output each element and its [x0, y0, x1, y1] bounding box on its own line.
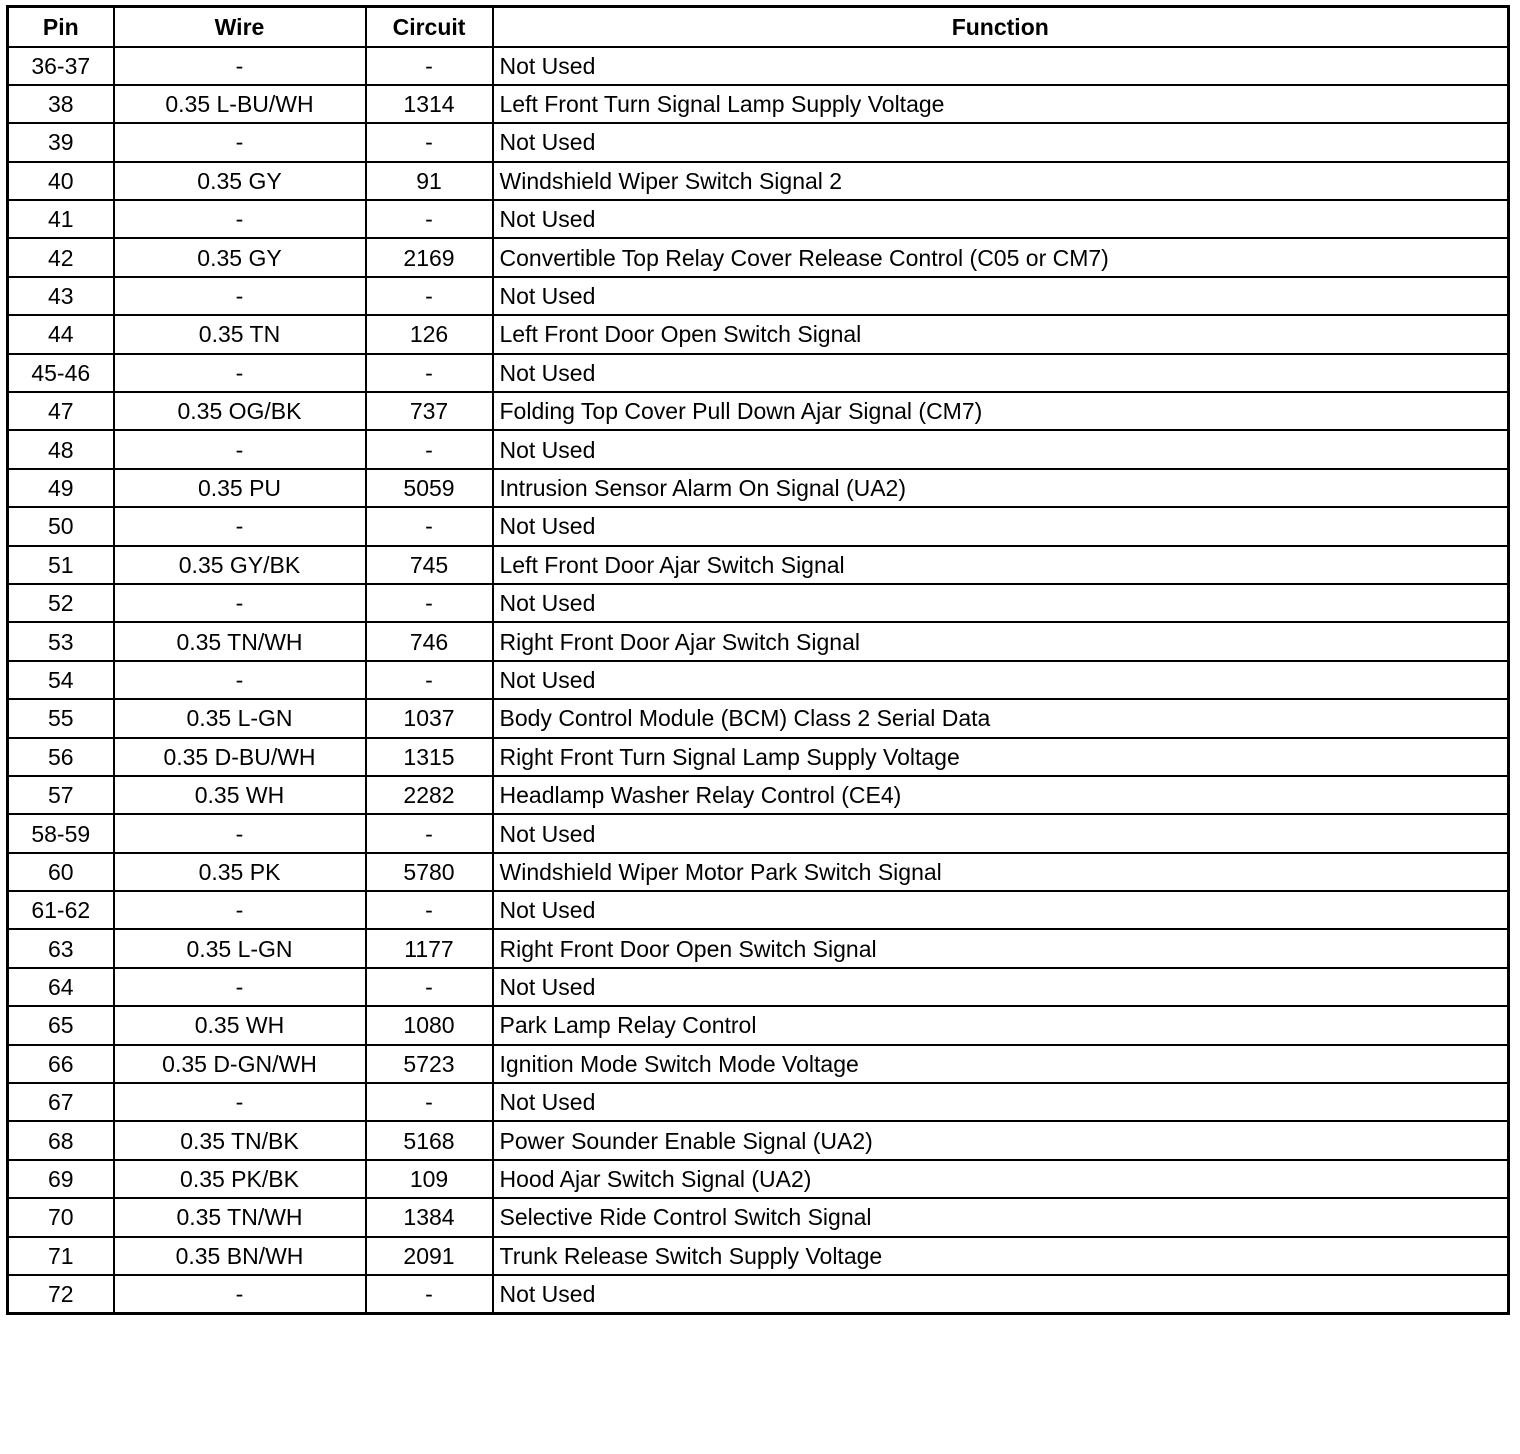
- wire-cell: -: [114, 968, 366, 1006]
- table-row: [8, 85, 1509, 123]
- circuit-cell: -: [366, 891, 493, 929]
- circuit-cell: -: [366, 277, 493, 315]
- wire-cell: -: [114, 430, 366, 468]
- wire-cell: -: [114, 661, 366, 699]
- circuit-cell: -: [366, 968, 493, 1006]
- table-row: [8, 507, 1509, 545]
- wire-cell: -: [114, 123, 366, 161]
- circuit-cell: 1037: [366, 699, 493, 737]
- column-header-pin: Pin: [8, 7, 114, 47]
- wire-cell: 0.35 OG/BK: [114, 392, 366, 430]
- pin-cell: 53: [8, 622, 114, 660]
- circuit-cell: -: [366, 354, 493, 392]
- function-cell: Not Used: [493, 584, 1509, 622]
- circuit-cell: 126: [366, 315, 493, 353]
- circuit-cell: 5059: [366, 469, 493, 507]
- pin-cell: 50: [8, 507, 114, 545]
- function-cell: Not Used: [493, 354, 1509, 392]
- circuit-cell: 1315: [366, 738, 493, 776]
- function-cell: Headlamp Washer Relay Control (CE4): [493, 776, 1509, 814]
- pin-cell: 47: [8, 392, 114, 430]
- table-row: [8, 1045, 1509, 1083]
- function-cell: Trunk Release Switch Supply Voltage: [493, 1237, 1509, 1275]
- table-row: [8, 238, 1509, 276]
- pin-cell: 61-62: [8, 891, 114, 929]
- wire-cell: 0.35 D-GN/WH: [114, 1045, 366, 1083]
- circuit-cell: 745: [366, 546, 493, 584]
- table-row: [8, 776, 1509, 814]
- wire-cell: 0.35 GY: [114, 162, 366, 200]
- pin-cell: 58-59: [8, 814, 114, 852]
- circuit-cell: 5723: [366, 1045, 493, 1083]
- pin-cell: 36-37: [8, 47, 114, 85]
- pin-cell: 42: [8, 238, 114, 276]
- function-cell: Windshield Wiper Switch Signal 2: [493, 162, 1509, 200]
- circuit-cell: 1384: [366, 1198, 493, 1236]
- pin-cell: 64: [8, 968, 114, 1006]
- circuit-cell: 737: [366, 392, 493, 430]
- circuit-cell: -: [366, 1083, 493, 1121]
- pin-cell: 43: [8, 277, 114, 315]
- function-cell: Selective Ride Control Switch Signal: [493, 1198, 1509, 1236]
- circuit-cell: -: [366, 123, 493, 161]
- pin-cell: 69: [8, 1160, 114, 1198]
- table-row: [8, 392, 1509, 430]
- function-cell: Not Used: [493, 661, 1509, 699]
- pin-cell: 49: [8, 469, 114, 507]
- wire-cell: 0.35 L-GN: [114, 929, 366, 967]
- pin-cell: 72: [8, 1275, 114, 1313]
- function-cell: Not Used: [493, 814, 1509, 852]
- function-cell: Left Front Door Open Switch Signal: [493, 315, 1509, 353]
- function-cell: Not Used: [493, 1083, 1509, 1121]
- table-row: [8, 546, 1509, 584]
- column-header-function: Function: [493, 7, 1509, 47]
- circuit-cell: -: [366, 584, 493, 622]
- pin-cell: 41: [8, 200, 114, 238]
- table-row: [8, 1198, 1509, 1236]
- connector-pinout-table: [6, 5, 1510, 1315]
- table-header: [8, 7, 1509, 47]
- pin-cell: 44: [8, 315, 114, 353]
- function-cell: Not Used: [493, 123, 1509, 161]
- pin-cell: 71: [8, 1237, 114, 1275]
- wire-cell: 0.35 TN: [114, 315, 366, 353]
- table-row: [8, 968, 1509, 1006]
- table-row: [8, 738, 1509, 776]
- table-row: [8, 277, 1509, 315]
- wire-cell: 0.35 PU: [114, 469, 366, 507]
- pin-cell: 57: [8, 776, 114, 814]
- wire-cell: -: [114, 354, 366, 392]
- circuit-cell: 2282: [366, 776, 493, 814]
- wire-cell: -: [114, 507, 366, 545]
- wire-cell: 0.35 L-BU/WH: [114, 85, 366, 123]
- wire-cell: 0.35 L-GN: [114, 699, 366, 737]
- table-row: [8, 1237, 1509, 1275]
- function-cell: Park Lamp Relay Control: [493, 1006, 1509, 1044]
- circuit-cell: 2169: [366, 238, 493, 276]
- wire-cell: 0.35 PK: [114, 853, 366, 891]
- function-cell: Not Used: [493, 1275, 1509, 1313]
- function-cell: Windshield Wiper Motor Park Switch Signal: [493, 853, 1509, 891]
- table-row: [8, 1083, 1509, 1121]
- wire-cell: 0.35 TN/BK: [114, 1121, 366, 1159]
- pin-cell: 51: [8, 546, 114, 584]
- table-body: [8, 47, 1509, 1314]
- pin-cell: 66: [8, 1045, 114, 1083]
- pin-cell: 55: [8, 699, 114, 737]
- function-cell: Intrusion Sensor Alarm On Signal (UA2): [493, 469, 1509, 507]
- pin-cell: 48: [8, 430, 114, 468]
- pin-cell: 67: [8, 1083, 114, 1121]
- table-row: [8, 622, 1509, 660]
- table-row: [8, 123, 1509, 161]
- table-row: [8, 1275, 1509, 1313]
- table-row: [8, 1121, 1509, 1159]
- wire-cell: -: [114, 277, 366, 315]
- circuit-cell: 91: [366, 162, 493, 200]
- pinout-sheet: [6, 5, 1507, 1315]
- pin-cell: 38: [8, 85, 114, 123]
- function-cell: Folding Top Cover Pull Down Ajar Signal (CM7): [493, 392, 1509, 430]
- table-row: [8, 1160, 1509, 1198]
- circuit-cell: 5168: [366, 1121, 493, 1159]
- table-row: [8, 891, 1509, 929]
- table-row: [8, 47, 1509, 85]
- function-cell: Not Used: [493, 507, 1509, 545]
- wire-cell: 0.35 BN/WH: [114, 1237, 366, 1275]
- table-row: [8, 315, 1509, 353]
- function-cell: Not Used: [493, 891, 1509, 929]
- pin-cell: 39: [8, 123, 114, 161]
- table-row: [8, 430, 1509, 468]
- wire-cell: 0.35 GY: [114, 238, 366, 276]
- column-header-circuit: Circuit: [366, 7, 493, 47]
- pin-cell: 45-46: [8, 354, 114, 392]
- pin-cell: 52: [8, 584, 114, 622]
- circuit-cell: 1314: [366, 85, 493, 123]
- table-row: [8, 469, 1509, 507]
- function-cell: Body Control Module (BCM) Class 2 Serial Data: [493, 699, 1509, 737]
- pin-cell: 68: [8, 1121, 114, 1159]
- function-cell: Power Sounder Enable Signal (UA2): [493, 1121, 1509, 1159]
- function-cell: Right Front Door Ajar Switch Signal: [493, 622, 1509, 660]
- wire-cell: -: [114, 891, 366, 929]
- function-cell: Convertible Top Relay Cover Release Control (C05 or CM7): [493, 238, 1509, 276]
- wire-cell: 0.35 TN/WH: [114, 622, 366, 660]
- function-cell: Right Front Turn Signal Lamp Supply Voltage: [493, 738, 1509, 776]
- pin-cell: 70: [8, 1198, 114, 1236]
- circuit-cell: 1177: [366, 929, 493, 967]
- wire-cell: 0.35 PK/BK: [114, 1160, 366, 1198]
- circuit-cell: 746: [366, 622, 493, 660]
- pin-cell: 56: [8, 738, 114, 776]
- table-row: [8, 162, 1509, 200]
- wire-cell: -: [114, 814, 366, 852]
- function-cell: Not Used: [493, 968, 1509, 1006]
- function-cell: Not Used: [493, 277, 1509, 315]
- table-row: [8, 699, 1509, 737]
- wire-cell: -: [114, 1083, 366, 1121]
- function-cell: Hood Ajar Switch Signal (UA2): [493, 1160, 1509, 1198]
- wire-cell: -: [114, 584, 366, 622]
- wire-cell: 0.35 WH: [114, 776, 366, 814]
- circuit-cell: -: [366, 200, 493, 238]
- header-row: [8, 7, 1509, 47]
- circuit-cell: -: [366, 507, 493, 545]
- function-cell: Right Front Door Open Switch Signal: [493, 929, 1509, 967]
- table-row: [8, 814, 1509, 852]
- pin-cell: 60: [8, 853, 114, 891]
- wire-cell: 0.35 D-BU/WH: [114, 738, 366, 776]
- circuit-cell: -: [366, 661, 493, 699]
- wire-cell: -: [114, 47, 366, 85]
- function-cell: Not Used: [493, 430, 1509, 468]
- table-row: [8, 929, 1509, 967]
- function-cell: Not Used: [493, 200, 1509, 238]
- circuit-cell: -: [366, 47, 493, 85]
- circuit-cell: -: [366, 430, 493, 468]
- wire-cell: 0.35 GY/BK: [114, 546, 366, 584]
- pin-cell: 54: [8, 661, 114, 699]
- wire-cell: 0.35 TN/WH: [114, 1198, 366, 1236]
- circuit-cell: 1080: [366, 1006, 493, 1044]
- wire-cell: 0.35 WH: [114, 1006, 366, 1044]
- circuit-cell: 5780: [366, 853, 493, 891]
- wire-cell: -: [114, 200, 366, 238]
- function-cell: Left Front Turn Signal Lamp Supply Voltage: [493, 85, 1509, 123]
- wire-cell: -: [114, 1275, 366, 1313]
- circuit-cell: 2091: [366, 1237, 493, 1275]
- function-cell: Ignition Mode Switch Mode Voltage: [493, 1045, 1509, 1083]
- circuit-cell: 109: [366, 1160, 493, 1198]
- function-cell: Left Front Door Ajar Switch Signal: [493, 546, 1509, 584]
- circuit-cell: -: [366, 1275, 493, 1313]
- table-row: [8, 584, 1509, 622]
- pin-cell: 63: [8, 929, 114, 967]
- table-row: [8, 1006, 1509, 1044]
- circuit-cell: -: [366, 814, 493, 852]
- function-cell: Not Used: [493, 47, 1509, 85]
- table-row: [8, 200, 1509, 238]
- pin-cell: 40: [8, 162, 114, 200]
- pin-cell: 65: [8, 1006, 114, 1044]
- table-row: [8, 853, 1509, 891]
- column-header-wire: Wire: [114, 7, 366, 47]
- table-row: [8, 661, 1509, 699]
- table-row: [8, 354, 1509, 392]
